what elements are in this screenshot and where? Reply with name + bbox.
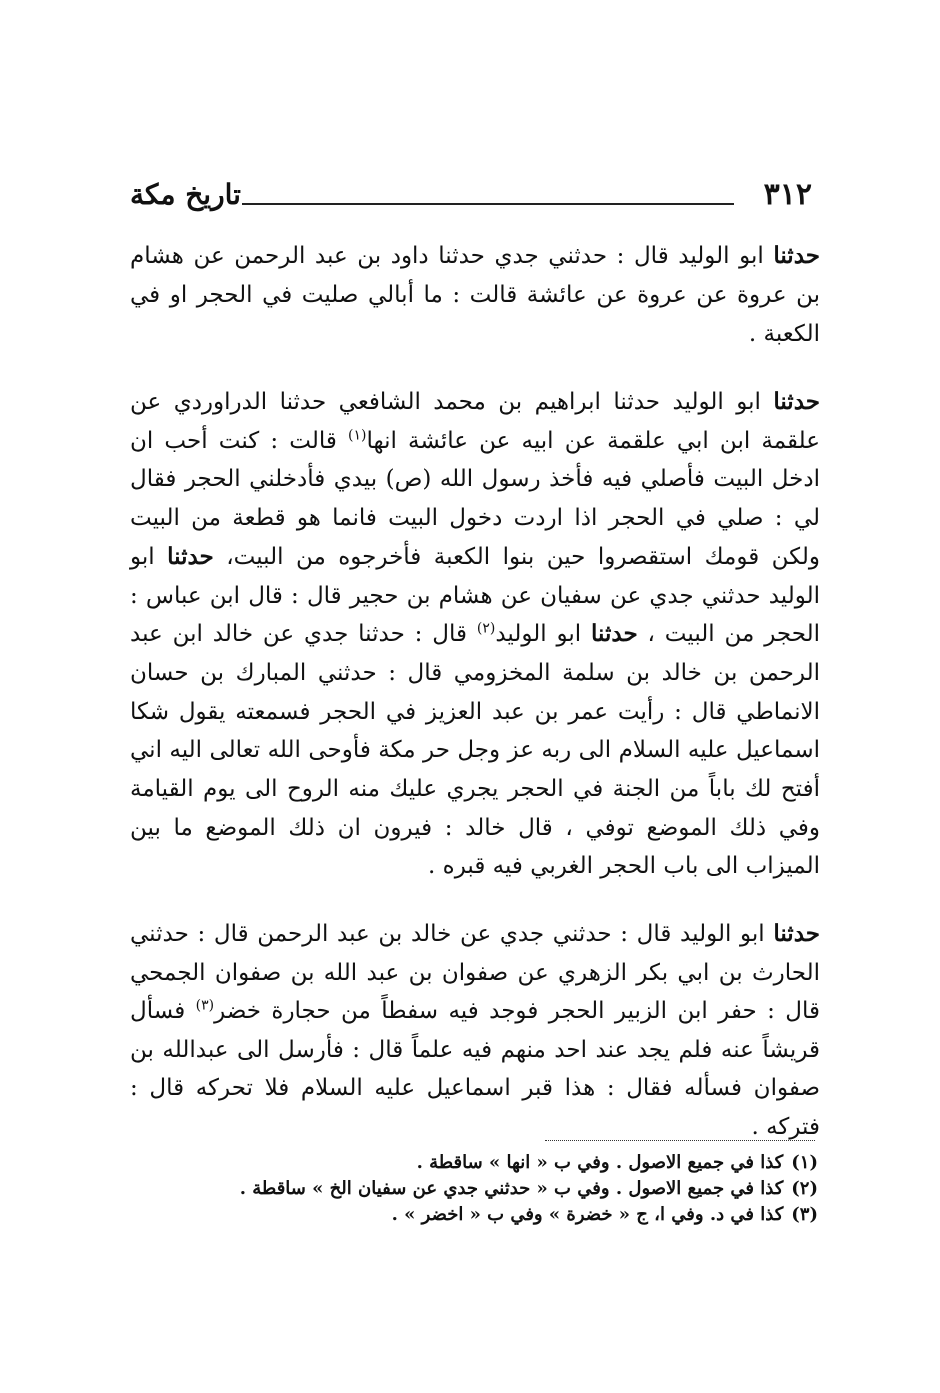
paragraph-text: ابو الوليد قال : حدثني جدي حدثنا داود بن عبد الرحمن عن هشام بن عروة عن عروة عن عائشة قالت : ما أبالي صليت في الحجر او في الكعبة . [130, 243, 820, 347]
footnote-text: كذا في جميع الاصول . وفي ب « انها » ساقطة . [416, 1152, 784, 1173]
paragraph-text: ابو الوليد [495, 621, 592, 648]
body-text [130, 236, 820, 1146]
paragraph-opener: حدثنا [773, 242, 820, 269]
footnote-ref-3[interactable]: (٣) [195, 997, 215, 1014]
paragraph-opener: حدثنا [591, 620, 638, 648]
paragraph-opener: حدثنا [773, 388, 820, 415]
paragraph-text: قالت : كنت أحب ان ادخل البيت فأصلي فيه فأخذ رسول الله (ص) بيدي فأدخلني الحجر فقال لي : صلي في الحجر اذا اردت دخول البيت فانما هو قطعة من البيت ولكن قومك استقصروا حين بنوا الكعبة فأخرجوه من البيت، [130, 427, 820, 570]
footnote-text: كذا في جميع الاصول . وفي ب « حدثني جدي عن سفيان الخ » ساقطة . [239, 1178, 784, 1199]
running-header [130, 175, 812, 219]
page-number: ٣١٢ [763, 177, 812, 212]
footnote-separator [545, 1140, 815, 1141]
paragraph-1 [130, 236, 820, 354]
header-rule [242, 203, 734, 205]
paragraph-opener: حدثنا [773, 920, 820, 948]
paragraph-text: ابو الوليد حدثنا ابراهيم بن محمد الشافعي حدثنا الدراوردي عن علقمة ابن ابي علقمة عن ابيه عن عائشة انها [130, 389, 820, 454]
footnote-text: كذا في د. وفي ا، ج « خضرة » وفي ب « اخضر » . [391, 1204, 784, 1225]
footnote-ref-2[interactable]: (٢) [476, 620, 496, 637]
footnote-2 [239, 1176, 818, 1202]
footnote-ref-1[interactable]: (١) [348, 427, 367, 444]
paragraph-text: ابو الوليد قال : حدثني جدي عن خالد بن عبد الرحمن قال : حدثني الحارث بن ابي بكر الزهري عن صفوان بن عبد الله بن صفوان الجمحي قال : حفر ابن الزبير الحجر فوجد فيه سفطاً من حجارة خضر [130, 921, 820, 1025]
paragraph-text: فسأل قريشاً عنه فلم يجد عند احد منهم فيه علماً قال : فأرسل الى عبدالله بن صفوان فسأله فقال : هذا قبر اسماعيل عليه السلام فلا تحركه قال : فتركه . [130, 998, 820, 1140]
paragraph-text: قال : حدثنا جدي عن خالد ابن عبد الرحمن بن خالد بن سلمة المخزومي قال : حدثني المبارك بن حسان الانماطي قال : رأيت عمر بن عبد العزيز في الحجر فسمعته يقول شكا اسماعيل عليه السلام الى ربه عز وجل حر مكة فأوحى الله تعالى اليه اني أفتح لك باباً من الجنة في الحجر يجري عليك منه الروح الى يوم القيامة وفي ذلك الموضع توفي ، قال خالد : فيرون ان ذلك الموضع ما بين الميزاب الى باب الحجر الغربي فيه قبره . [130, 621, 820, 880]
footnotes [239, 1150, 818, 1228]
footnote-number: (٣) [791, 1204, 818, 1225]
paragraph-2 [130, 383, 820, 886]
paragraph-opener: حدثنا [167, 542, 214, 570]
footnote-3 [270, 1202, 818, 1228]
paragraph-text: ابو الوليد حدثني جدي عن سفيان عن هشام بن حجير قال : قال ابن عباس : الحجر من البيت ، [130, 543, 820, 648]
footnote-number: (٢) [791, 1178, 818, 1199]
footnote-number: (١) [791, 1152, 818, 1173]
paragraph-3 [130, 915, 820, 1146]
footnote-1 [270, 1150, 818, 1176]
book-title: تاريخ مكة [130, 178, 241, 211]
